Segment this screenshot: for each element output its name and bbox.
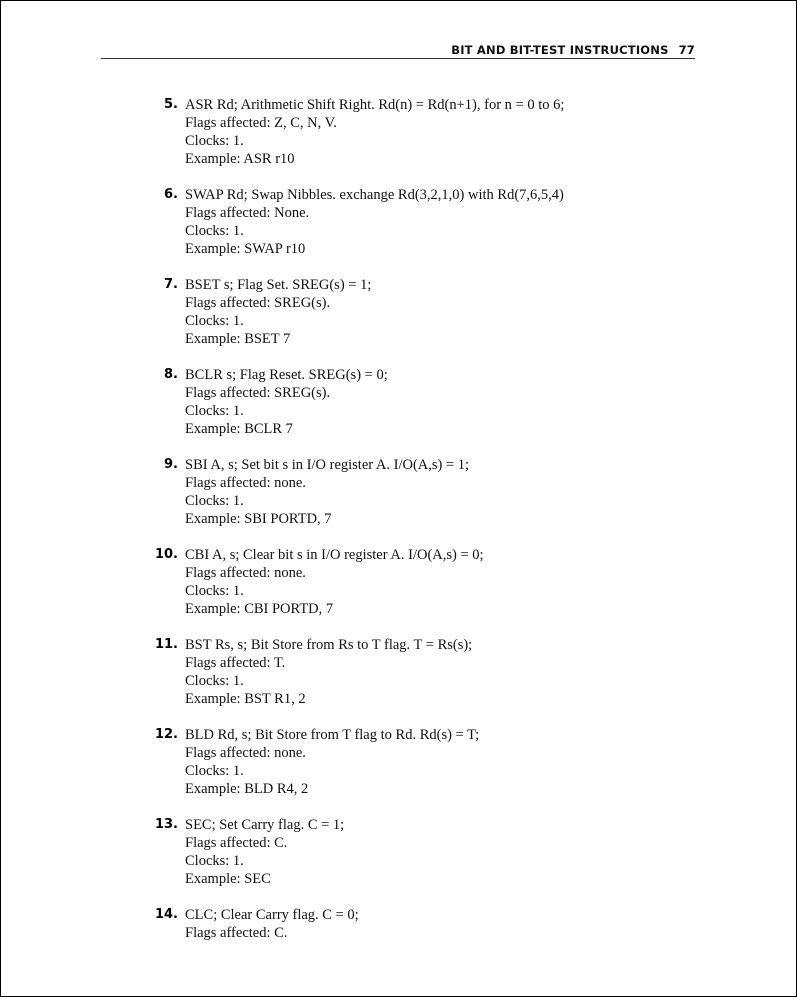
- instruction-number: 7.: [164, 277, 178, 292]
- instruction-line: Example: SWAP r10: [185, 241, 306, 257]
- instruction-text: [185, 726, 479, 798]
- running-header: [101, 43, 695, 59]
- instruction-number: 6.: [164, 187, 178, 202]
- instruction-line: CLC; Clear Carry flag. C = 0;: [185, 907, 359, 923]
- instruction-line: SBI A, s; Set bit s in I/O register A. I/O(A,s) = 1;: [185, 457, 470, 473]
- instruction-text: [185, 546, 484, 618]
- instruction-line: Flags affected: SREG(s).: [185, 385, 331, 401]
- instruction-line: Clocks: 1.: [185, 403, 244, 419]
- instruction-line: Example: SBI PORTD, 7: [185, 511, 332, 527]
- instruction-text: [185, 816, 344, 888]
- instruction-line: Flags affected: C.: [185, 925, 288, 941]
- instruction-line: Clocks: 1.: [185, 223, 244, 239]
- instruction-line: Example: BLD R4, 2: [185, 781, 309, 797]
- instruction-number: 10.: [154, 547, 178, 562]
- instruction-line: Flags affected: SREG(s).: [185, 295, 331, 311]
- instruction-list: [1, 96, 796, 996]
- instruction-line: Clocks: 1.: [185, 763, 244, 779]
- instruction-line: Clocks: 1.: [185, 313, 244, 329]
- instruction-line: Example: CBI PORTD, 7: [185, 601, 334, 617]
- instruction-line: Clocks: 1.: [185, 583, 244, 599]
- instruction-line: Example: ASR r10: [185, 151, 295, 167]
- instruction-text: [185, 456, 469, 528]
- instruction-number: 14.: [154, 907, 178, 922]
- instruction-line: BSET s; Flag Set. SREG(s) = 1;: [185, 277, 372, 293]
- instruction-line: Flags affected: C.: [185, 835, 288, 851]
- instruction-line: Clocks: 1.: [185, 133, 244, 149]
- instruction-line: Flags affected: None.: [185, 205, 310, 221]
- instruction-line: Example: BST R1, 2: [185, 691, 306, 707]
- instruction-line: SEC; Set Carry flag. C = 1;: [185, 817, 345, 833]
- instruction-line: Example: BSET 7: [185, 331, 291, 347]
- instruction-item: [1, 906, 796, 996]
- instruction-line: CBI A, s; Clear bit s in I/O register A. I/O(A,s) = 0;: [185, 547, 484, 563]
- instruction-number: 13.: [154, 817, 178, 832]
- instruction-text: [185, 636, 472, 708]
- instruction-text: [185, 96, 564, 168]
- instruction-item: [1, 546, 796, 636]
- instruction-line: Flags affected: T.: [185, 655, 286, 671]
- instruction-line: Flags affected: none.: [185, 745, 306, 761]
- instruction-line: Clocks: 1.: [185, 673, 244, 689]
- instruction-line: Clocks: 1.: [185, 493, 244, 509]
- instruction-item: [1, 456, 796, 546]
- instruction-line: BST Rs, s; Bit Store from Rs to T flag. T = Rs(s);: [185, 637, 473, 653]
- instruction-text: [185, 906, 359, 942]
- instruction-line: Example: SEC: [185, 871, 271, 887]
- instruction-line: Flags affected: Z, C, N, V.: [185, 115, 337, 131]
- instruction-line: BCLR s; Flag Reset. SREG(s) = 0;: [185, 367, 388, 383]
- instruction-item: [1, 366, 796, 456]
- instruction-text: [185, 276, 371, 348]
- instruction-item: [1, 726, 796, 816]
- instruction-line: BLD Rd, s; Bit Store from T flag to Rd. Rd(s) = T;: [185, 727, 480, 743]
- instruction-text: [185, 366, 388, 438]
- instruction-number: 8.: [164, 367, 178, 382]
- instruction-number: 11.: [154, 637, 178, 652]
- instruction-item: [1, 816, 796, 906]
- instruction-line: Flags affected: none.: [185, 475, 306, 491]
- instruction-text: [185, 186, 564, 258]
- instruction-number: 9.: [164, 457, 178, 472]
- instruction-item: [1, 636, 796, 726]
- header-title: BIT AND BIT-TEST INSTRUCTIONS: [451, 43, 669, 57]
- instruction-line: Example: BCLR 7: [185, 421, 293, 437]
- instruction-line: Flags affected: none.: [185, 565, 306, 581]
- instruction-item: [1, 96, 796, 186]
- instruction-number: 5.: [164, 97, 178, 112]
- instruction-number: 12.: [154, 727, 178, 742]
- page-number: 77: [678, 43, 695, 57]
- instruction-line: SWAP Rd; Swap Nibbles. exchange Rd(3,2,1,0) with Rd(7,6,5,4): [185, 187, 564, 203]
- instruction-line: ASR Rd; Arithmetic Shift Right. Rd(n) = Rd(n+1), for n = 0 to 6;: [185, 97, 565, 113]
- instruction-line: Clocks: 1.: [185, 853, 244, 869]
- instruction-item: [1, 276, 796, 366]
- instruction-item: [1, 186, 796, 276]
